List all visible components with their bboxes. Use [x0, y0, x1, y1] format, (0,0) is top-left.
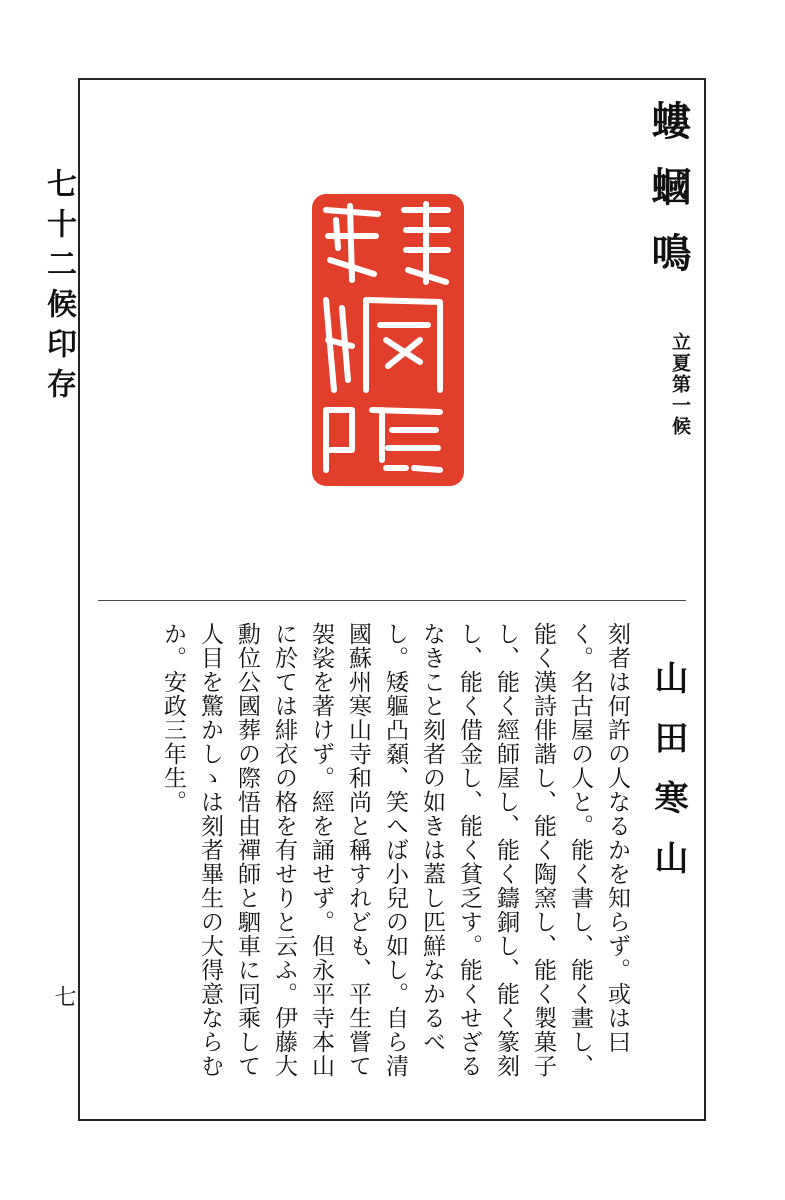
seal-impression [308, 190, 468, 490]
section-divider [98, 600, 686, 601]
running-title: 七十二候印存 [41, 168, 76, 408]
author-name: 山田寒山 [648, 660, 688, 900]
page-number: 七 [51, 985, 76, 1007]
biography-text [160, 622, 635, 1092]
seal-text: 螻蟈鳴 [308, 190, 311, 191]
biography-paragraph: 刻者は何許の人なるかを知らず。或は曰く。名古屋の人と。能く書し、能く畫し、能く漢詩俳諧し、能く陶窯し、能く製菓子し、能く經師屋し、能く鑄銅し、能く篆刻し、能く借金し、能く貧乏す。能くせざるなきこと刻者の如きは蓋し匹鮮なかるべし。矮軀凸顙、笑へば小兒の如し。自ら清國蘇州寒山寺和尚と稱すれども、平生嘗て袈裟を著けず。經を誦せず。但永平寺本山に於ては緋衣の格を有せりと云ふ。伊藤大勳位公國葬の際悟由禪師と駟車に同乘して人目を驚かしゝは刻者畢生の大得意ならむか。安政三年生。 [160, 622, 630, 1078]
seal-subtitle: 立夏第一候 [669, 332, 691, 437]
seal-title: 螻蟈鳴 [645, 100, 692, 298]
